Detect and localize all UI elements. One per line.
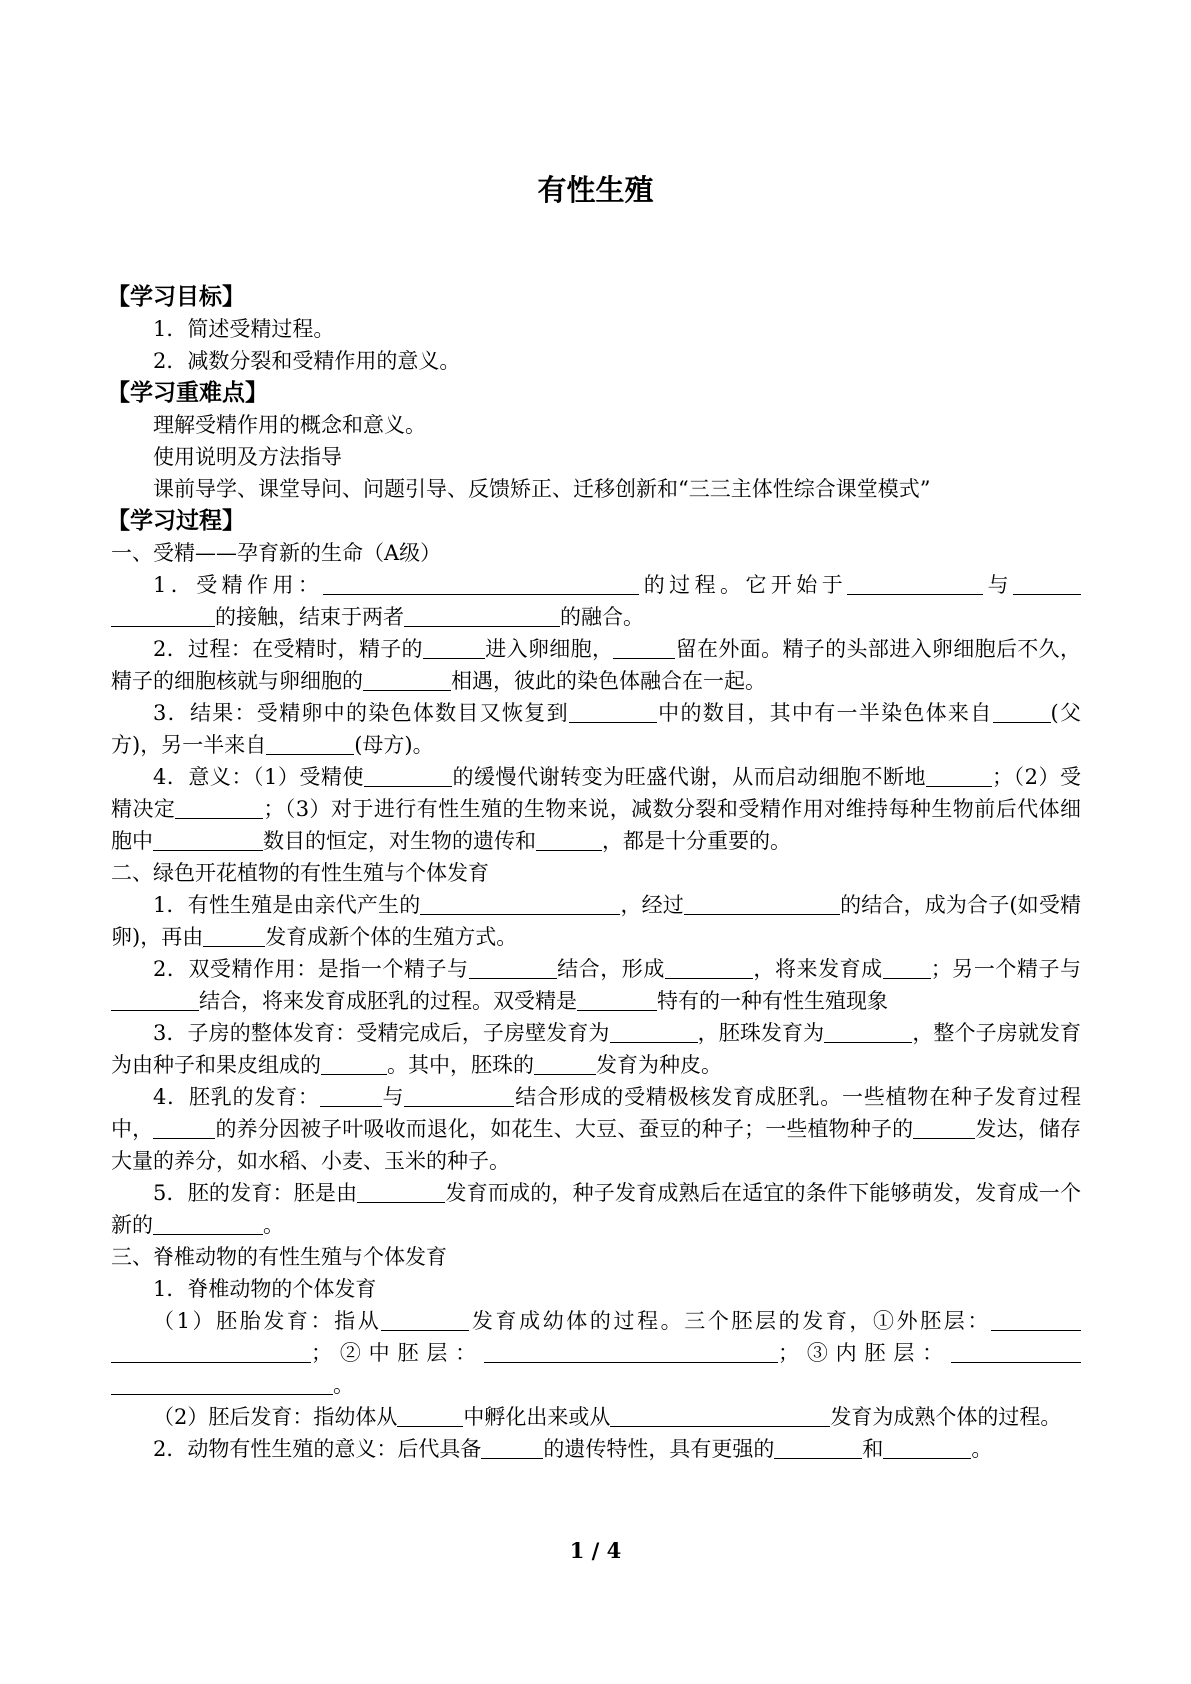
fill-blank[interactable] <box>266 732 354 755</box>
keypoint-line: 课前导学、课堂导问、问题引导、反馈矫正、迁移创新和“三三主体性综合课堂模式” <box>153 477 931 501</box>
fill-blank[interactable] <box>364 764 452 787</box>
fill-blank[interactable] <box>610 1020 698 1043</box>
fill-blank[interactable] <box>951 1340 1081 1363</box>
fill-blank[interactable] <box>423 636 485 659</box>
question-p2-4: 4．胚乳的发育： 与 结合形成的受精极核发育成胚乳。一些植物在种子发育过程中， 的养分因被子叶吸收而退化，如花生、大豆、蚕豆的种子；一些植物种子的 发达，储存大量的养分，如水稻、小麦、玉米的种子。 <box>111 1085 1082 1173</box>
fill-blank[interactable] <box>481 1436 543 1459</box>
question-p1-2: 2．过程：在受精时，精子的 进入卵细胞， 留在外面。精子的头部进入卵细胞后不久，精子的细胞核就与卵细胞的 相遇，彼此的染色体融合在一起。 <box>111 637 1081 693</box>
fill-blank[interactable] <box>404 604 560 627</box>
page-title: 有性生殖 <box>537 173 654 207</box>
part1-title: 一、受精——孕育新的生命（A级） <box>111 541 442 565</box>
part3-sub1: 1．脊椎动物的个体发育 <box>153 1277 377 1301</box>
fill-blank[interactable] <box>153 1212 263 1235</box>
fill-blank[interactable] <box>111 1340 311 1363</box>
fill-blank[interactable] <box>774 1436 862 1459</box>
fill-blank[interactable] <box>111 988 199 1011</box>
question-p2-5: 5．胚的发育：胚是由 发育而成的，种子发育成熟后在适宜的条件下能够萌发，发育成一个新的 。 <box>111 1181 1081 1237</box>
fill-blank[interactable] <box>577 988 657 1011</box>
fill-blank[interactable] <box>420 892 620 915</box>
fill-blank[interactable] <box>363 668 451 691</box>
part2-title: 二、绿色开花植物的有性生殖与个体发育 <box>111 861 489 885</box>
keypoints-heading: 【学习重难点】 <box>107 380 268 406</box>
question-p3-2: （2）胚后发育：指幼体从 中孵化出来或从 发育为成熟个体的过程。 <box>153 1405 1062 1429</box>
fill-blank[interactable] <box>913 1116 975 1139</box>
fill-blank[interactable] <box>153 828 263 851</box>
fill-blank[interactable] <box>610 1404 830 1427</box>
objective-item: 2．减数分裂和受精作用的意义。 <box>153 349 461 373</box>
fill-blank[interactable] <box>397 1404 463 1427</box>
fill-blank[interactable] <box>111 604 215 627</box>
fill-blank[interactable] <box>320 1084 382 1107</box>
fill-blank[interactable] <box>613 636 675 659</box>
fill-blank[interactable] <box>847 572 983 595</box>
fill-blank[interactable] <box>111 1372 333 1395</box>
question-p1-1: 1．受精作用： 的过程。它开始于 与的接触，结束于两者 的融合。 <box>111 569 1081 633</box>
fill-blank[interactable] <box>883 956 931 979</box>
fill-blank[interactable] <box>323 572 639 595</box>
fill-blank[interactable] <box>175 796 263 819</box>
fill-blank[interactable] <box>926 764 992 787</box>
fill-blank[interactable] <box>404 1084 514 1107</box>
fill-blank[interactable] <box>469 956 557 979</box>
fill-blank[interactable] <box>665 956 753 979</box>
keypoint-line: 使用说明及方法指导 <box>153 445 342 469</box>
question-p3-3: 2．动物有性生殖的意义：后代具备 的遗传特性，具有更强的 和 。 <box>153 1437 993 1461</box>
question-p2-1: 1．有性生殖是由亲代产生的 ，经过 的结合，成为合子(如受精卵)，再由 发育成新个体的生殖方式。 <box>111 893 1081 949</box>
fill-blank[interactable] <box>569 700 657 723</box>
fill-blank[interactable] <box>321 1052 387 1075</box>
fill-blank[interactable] <box>991 1308 1081 1331</box>
fill-blank[interactable] <box>534 1052 596 1075</box>
fill-blank[interactable] <box>1013 572 1081 595</box>
page-number: 1 / 4 <box>569 1538 622 1563</box>
question-p3-1: （1）胚胎发育：指从 发育成幼体的过程。三个胚层的发育，①外胚层：；②中胚层： ；③内胚层：。 <box>111 1305 1081 1401</box>
fill-blank[interactable] <box>484 1340 778 1363</box>
fill-blank[interactable] <box>684 892 840 915</box>
fill-blank[interactable] <box>824 1020 912 1043</box>
keypoint-line: 理解受精作用的概念和意义。 <box>153 413 426 437</box>
fill-blank[interactable] <box>536 828 602 851</box>
question-p1-3: 3．结果：受精卵中的染色体数目又恢复到 中的数目，其中有一半染色体来自 (父方)，另一半来自 (母方)。 <box>111 701 1081 757</box>
fill-blank[interactable] <box>993 700 1051 723</box>
fill-blank[interactable] <box>357 1180 445 1203</box>
worksheet-body <box>107 281 1082 1465</box>
fill-blank[interactable] <box>203 924 265 947</box>
question-p1-4: 4．意义：（1）受精使 的缓慢代谢转变为旺盛代谢，从而启动细胞不断地 ；（2）受精决定 ；（3）对于进行有性生殖的生物来说，减数分裂和受精作用对维持每种生物前后代体细胞中 数目的恒定，对生物的遗传和 ，都是十分重要的。 <box>111 765 1081 853</box>
question-p2-3: 3．子房的整体发育：受精完成后，子房壁发育为 ，胚珠发育为 ，整个子房就发育为由种子和果皮组成的 。其中，胚珠的 发育为种皮。 <box>111 1021 1082 1077</box>
question-p2-2: 2．双受精作用：是指一个精子与 结合，形成 ，将来发育成 ；另一个精子与结合，将来发育成胚乳的过程。双受精是 特有的一种有性生殖现象 <box>111 953 1081 1017</box>
process-heading: 【学习过程】 <box>107 508 245 534</box>
fill-blank[interactable] <box>883 1436 971 1459</box>
fill-blank[interactable] <box>381 1308 469 1331</box>
fill-blank[interactable] <box>153 1116 215 1139</box>
objectives-heading: 【学习目标】 <box>107 284 245 310</box>
part3-title: 三、脊椎动物的有性生殖与个体发育 <box>111 1245 447 1269</box>
objective-item: 1．简述受精过程。 <box>153 317 335 341</box>
